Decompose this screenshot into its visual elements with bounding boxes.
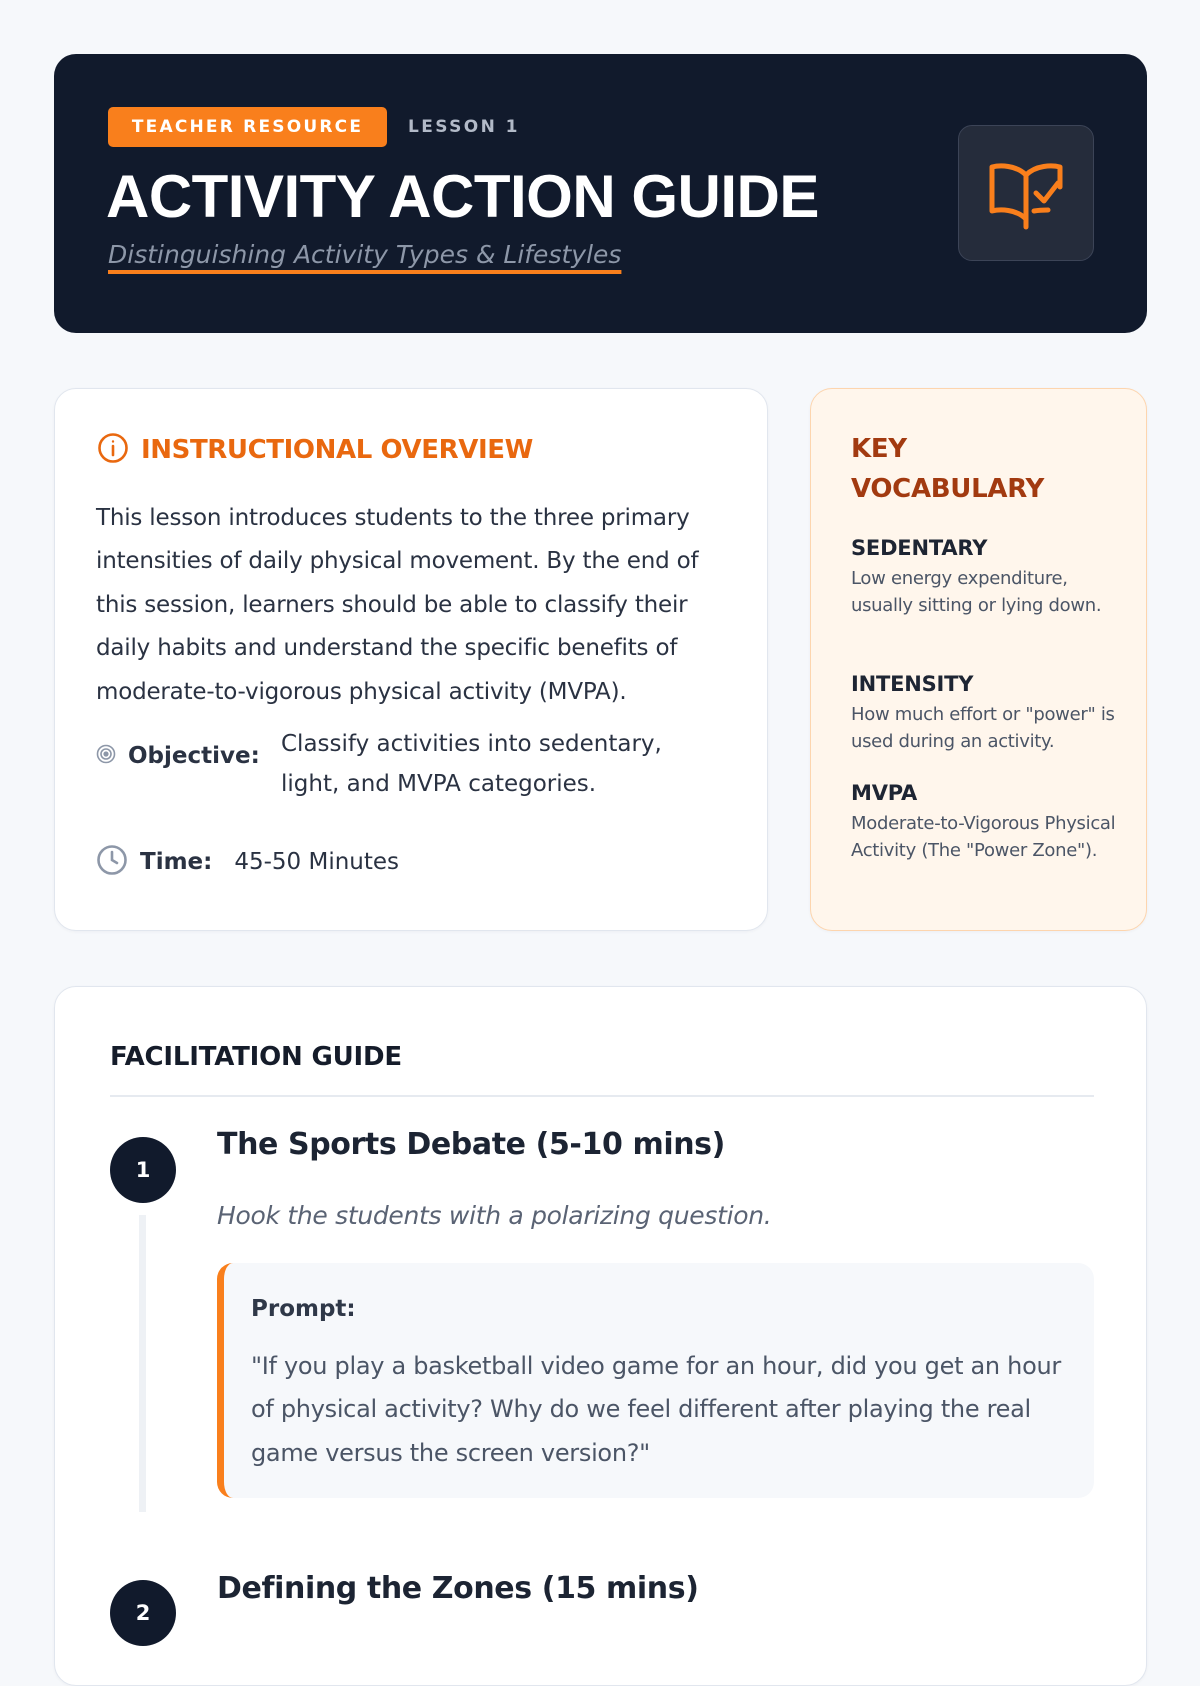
step-hook: Hook the students with a polarizing question. — [217, 1201, 772, 1230]
overview-heading: INSTRUCTIONAL OVERVIEW — [141, 435, 533, 465]
vocab-term: SEDENTARY — [851, 536, 988, 560]
target-icon — [96, 744, 116, 768]
step-number-badge: 2 — [110, 1580, 176, 1646]
objective-row — [96, 743, 260, 769]
facilitation-title: FACILITATION GUIDE — [110, 1042, 402, 1072]
clock-icon — [96, 844, 128, 880]
instructional-overview-card — [54, 388, 768, 931]
facilitation-guide-card — [54, 986, 1147, 1686]
objective-value: Classify activities into sedentary, light, and MVPA categories. — [281, 731, 662, 797]
objective-label: Objective: — [128, 743, 260, 769]
page-subtitle: Distinguishing Activity Types & Lifestyles — [108, 240, 622, 269]
step-title: Defining the Zones (15 mins) — [217, 1571, 699, 1606]
page-title: ACTIVITY ACTION GUIDE — [106, 163, 819, 230]
step-number-badge: 1 — [110, 1137, 176, 1203]
step-title: The Sports Debate (5-10 mins) — [217, 1127, 725, 1162]
info-icon — [97, 432, 129, 468]
vocab-item — [851, 672, 1116, 755]
time-row — [96, 844, 399, 880]
overview-header — [97, 432, 533, 468]
vocab-term: INTENSITY — [851, 672, 974, 696]
step-connector-line — [139, 1215, 146, 1512]
vocab-item — [851, 536, 1116, 619]
book-check-icon — [958, 125, 1094, 261]
divider — [110, 1095, 1094, 1097]
vocab-item — [851, 781, 1116, 864]
vocab-title: KEY VOCABULARY — [851, 434, 1045, 504]
teacher-resource-badge: TEACHER RESOURCE — [108, 107, 387, 147]
prompt-callout — [217, 1263, 1094, 1498]
lesson-label: LESSON 1 — [408, 117, 520, 137]
time-value: 45-50 Minutes — [234, 849, 400, 875]
vocab-definition: How much effort or "power" is used during an activity. — [851, 704, 1115, 752]
vocab-term: MVPA — [851, 781, 918, 805]
key-vocabulary-card — [810, 388, 1147, 931]
hero-badges — [108, 107, 520, 147]
prompt-text: "If you play a basketball video game for an hour, did you get an hour of physical activity? Why do we feel different after playing the real game versus the screen version?" — [251, 1352, 1061, 1467]
overview-body: This lesson introduces students to the three primary intensities of daily physical movement. By the end of this session, learners should be able to classify their daily habits and understand the specific benefits of moderate-to-vigorous physical activity (MVPA). — [96, 505, 699, 705]
prompt-label: Prompt: — [251, 1296, 356, 1322]
vocab-definition: Moderate-to-Vigorous Physical Activity (The "Power Zone"). — [851, 813, 1116, 861]
hero-banner — [54, 54, 1147, 333]
vocab-definition: Low energy expenditure, usually sitting or lying down. — [851, 568, 1102, 616]
time-label: Time: — [140, 849, 213, 875]
